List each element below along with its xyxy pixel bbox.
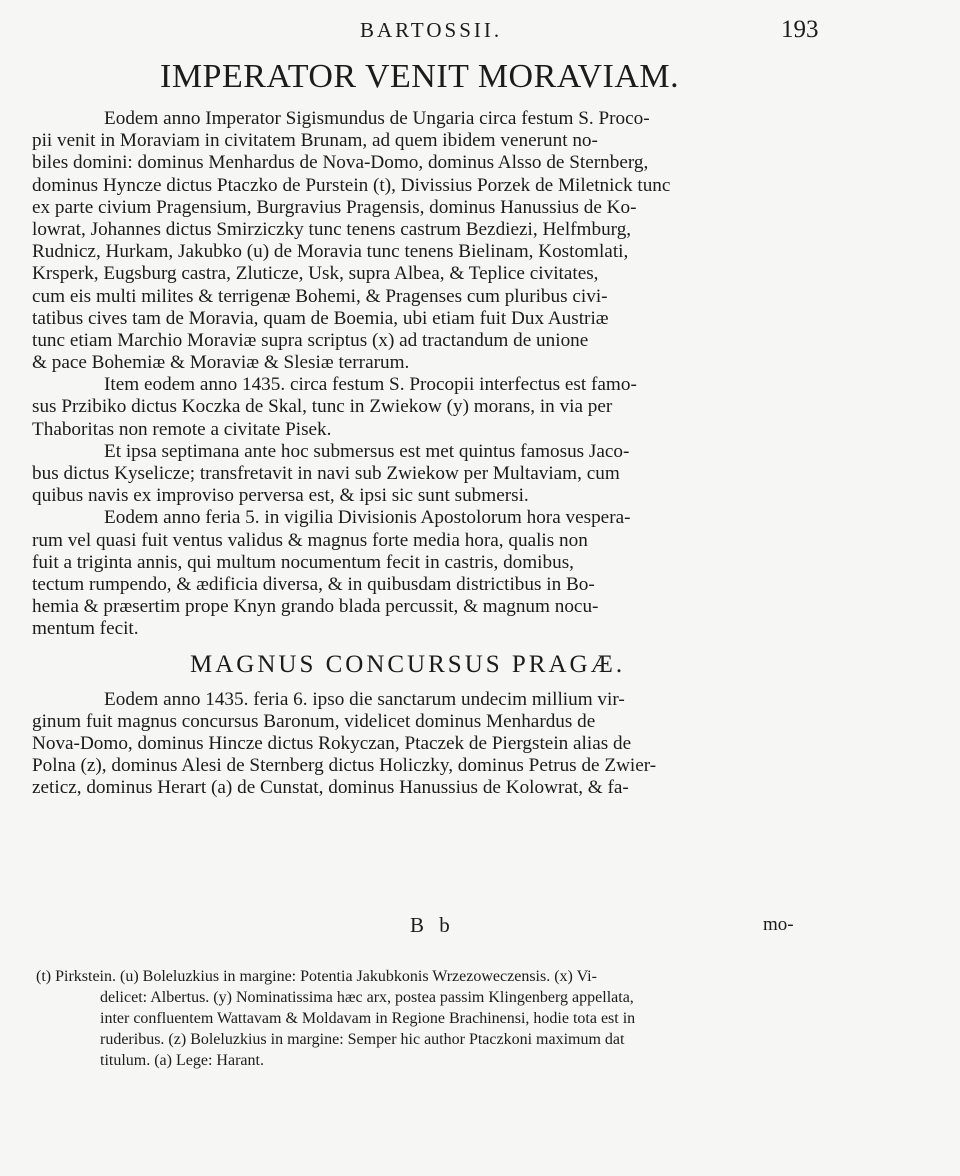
text-line: bus dictus Kyselicze; transfretavit in navi sub Zwiekow per Multaviam, cum — [32, 463, 620, 484]
text-line: quibus navis ex improviso perversa est, & ipsi sic sunt submersi. — [32, 485, 529, 507]
text-line: Et ipsa septimana ante hoc submersus est met quintus famosus Jaco- — [104, 440, 630, 462]
text-line: Polna (z), dominus Alesi de Sternberg dictus Holiczky, dominus Petrus de Zwier- — [32, 755, 657, 777]
text-line: zeticz, dominus Herart (a) de Cunstat, dominus Hanussius de Kolowrat, & fa- — [32, 777, 629, 799]
footnote-line: titulum. (a) Lege: Harant. — [100, 1052, 264, 1069]
text-line: mentum fecit. — [32, 618, 139, 640]
text-line: cum eis multi milites & terrigenæ Bohemi, & Pragenses cum pluribus civi- — [32, 285, 608, 307]
section-heading: MAGNUS CONCURSUS PRAGÆ. — [190, 650, 626, 678]
text-line: ginum fuit magnus concursus Baronum, videlicet dominus Menhardus de — [32, 710, 596, 732]
text-line: Thaboritas non remote a civitate Pisek. — [32, 418, 332, 440]
page-number: 193 — [781, 16, 819, 43]
text-line: Nova-Domo, dominus Hincze dictus Rokyczan, Ptaczek de Piergstein alias de — [32, 732, 632, 754]
footnote-line: inter confluentem Wattavam & Moldavam in Regione Brachinensi, hodie tota est in — [100, 1010, 636, 1027]
text-line: rum vel quasi fuit ventus validus & magnus forte media hora, qualis non — [32, 529, 588, 551]
text-line: tunc etiam Marchio Moraviæ supra scriptus (x) ad tractandum de unione — [32, 329, 589, 351]
text-line: Eodem anno 1435. feria 6. ipso die sanctarum undecim millium vir- — [104, 688, 625, 710]
text-line: fuit a triginta annis, qui multum nocumentum fecit in castris, domibus, — [32, 551, 574, 573]
footnote-line: (t) Pirkstein. (u) Boleluzkius in margine: Potentia Jakubkonis Wrzezoweczensis. (x) Vi- — [36, 968, 597, 985]
text-line: Rudnicz, Hurkam, Jakubko (u) de Moravia tunc tenens Bielinam, Kostomlati, — [32, 241, 629, 263]
text-line: sus Przibiko dictus Koczka de Skal, tunc in Zwiekow (y) morans, in via per — [32, 396, 613, 418]
chapter-heading: IMPERATOR VENIT MORAVIAM. — [160, 58, 680, 95]
text-line: & pace Bohemiæ & Moraviæ & Slesiæ terrarum. — [32, 352, 410, 374]
footnote-line: delicet: Albertus. (y) Nominatissima hæc arx, postea passim Klingenberg appellata, — [100, 989, 634, 1006]
text-line: Item eodem anno 1435. circa festum S. Procopii interfectus est famo- — [104, 374, 637, 396]
text-line: pii venit in Moraviam in civitatem Brunam, ad quem ibidem venerunt no- — [32, 130, 598, 152]
text-line: hemia & præsertim prope Knyn grando blada percussit, & magnum nocu- — [32, 596, 599, 618]
catchword: mo- — [763, 914, 794, 935]
running-head: BARTOSSII. — [360, 18, 503, 42]
text-line: Eodem anno Imperator Sigismundus de Ungaria circa festum S. Proco- — [104, 108, 650, 129]
text-line: Eodem anno feria 5. in vigilia Divisionis Apostolorum hora vespera- — [104, 507, 631, 529]
signature-mark: B b — [410, 913, 455, 937]
footnotes — [36, 966, 836, 1071]
text-line: Krsperk, Eugsburg castra, Zluticze, Usk, supra Albea, & Teplice civitates, — [32, 263, 599, 285]
text-line: tectum rumpendo, & ædificia diversa, & in quibusdam districtibus in Bo- — [32, 573, 595, 595]
text-line: tatibus cives tam de Moravia, quam de Boemia, ubi etiam fuit Dux Austriæ — [32, 307, 609, 329]
text-line: biles domini: dominus Menhardus de Nova-Domo, dominus Alsso de Sternberg, — [32, 152, 649, 174]
footnote-line: ruderibus. (z) Boleluzkius in margine: Semper hic author Ptaczkoni maximum dat — [100, 1031, 625, 1048]
text-line: dominus Hyncze dictus Ptaczko de Purstein (t), Divissius Porzek de Miletnick tunc — [32, 174, 671, 196]
body-text — [32, 108, 832, 799]
text-line: lowrat, Johannes dictus Smirziczky tunc tenens castrum Bezdiezi, Helfmburg, — [32, 218, 632, 240]
text-line: ex parte civium Pragensium, Burgravius Pragensis, dominus Hanussius de Ko- — [32, 196, 637, 218]
